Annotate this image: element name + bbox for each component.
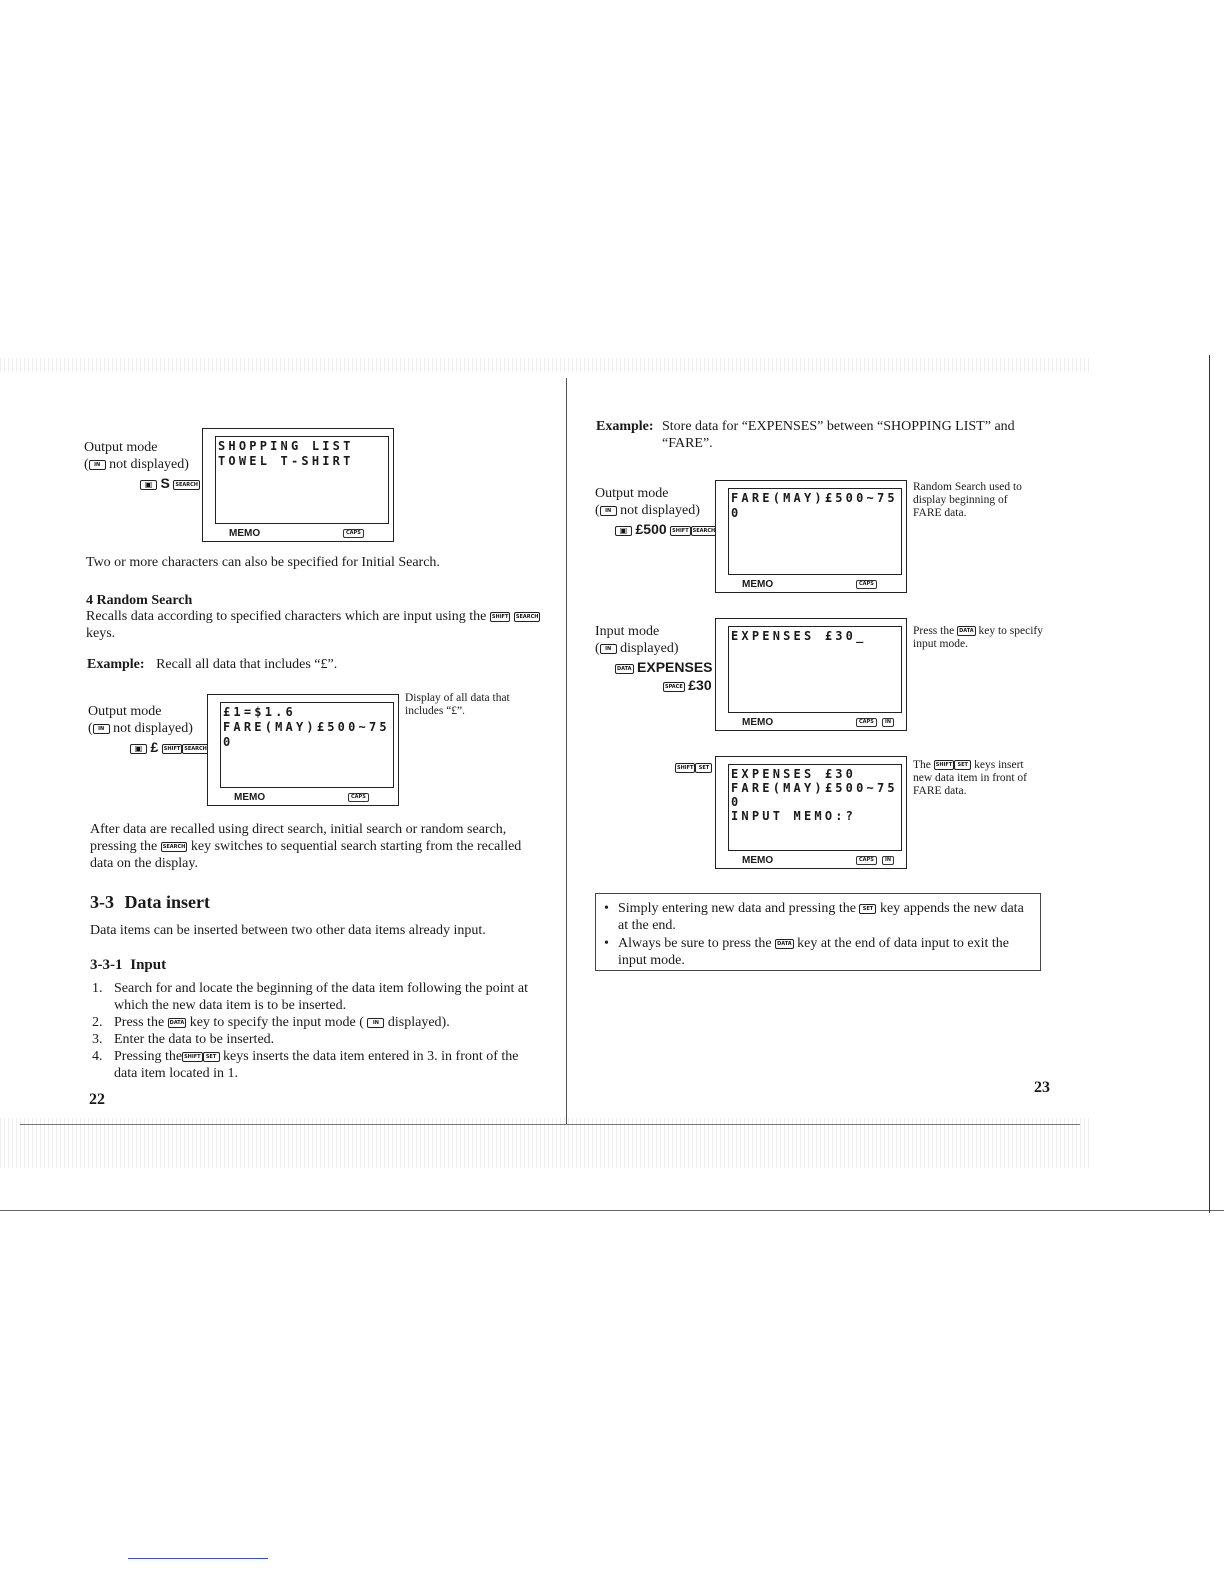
search-key-icon: SEARCH [692,527,716,534]
shift-key-icon: SHIFT [163,745,181,752]
page-bottom-rule [20,1124,1080,1125]
ex1-key-sequence [140,475,200,493]
in-key-icon: IN [367,1018,384,1028]
step3-caption: The SHIFT SET keys insert new data item in front of FARE data. [913,759,1028,797]
set-key-icon: SET [695,763,712,773]
step2-caption: Press the DATA key to specify input mode. [913,625,1044,650]
in-key-icon: IN [89,460,106,470]
steps-list [92,980,542,1082]
camera-key-icon: ▣ [140,480,157,490]
data-key-icon: DATA [169,1019,185,1026]
initial-search-note: Two or more characters can also be specified for Initial Search. [86,555,440,570]
step1-key-sequence [615,521,717,539]
section-intro: Data items can be inserted between two other data items already input. [90,923,486,938]
step1-mode-label [595,485,717,539]
step2-lcd [715,618,907,731]
step2-in-note: ( IN displayed) [595,641,679,656]
step2-lcd-line: EXPENSES £30_ [731,629,867,643]
list-item: 4. Pressing the SHIFT SET keys inserts the data item entered in 3. in front of the data item located in 1. [92,1049,519,1081]
search-key-icon: SEARCH [184,745,207,752]
step1-lcd-line: FARE(MAY)£500~75 [731,491,898,505]
random-search-example [87,656,337,673]
example-label: Example: [87,657,145,672]
search-key-icon: SEARCH [162,843,186,850]
caps-indicator: CAPS [348,793,369,802]
caps-indicator: CAPS [856,856,877,865]
ex2-caption: Display of all data that includes “£”. [405,692,510,717]
shift-key-icon: SHIFT [184,1053,201,1060]
step3-lcd [715,756,907,869]
data-key-icon: DATA [959,628,974,635]
ex1-mode: Output mode [84,440,158,455]
step1-lcd [715,480,907,593]
ex1-in-note: ( IN not displayed) [84,457,189,472]
left-page-number: 22 [89,1091,105,1108]
after-recall-text: After data are recalled using direct search, initial search or random search, pressing the SEARCH key switches to sequential search starting from the recalled data on the display. [90,822,522,871]
ex1-lcd [202,428,394,542]
step1-caption: Random Search used to display beginning of FARE data. [913,481,1022,519]
ex1-lcd-line: SHOPPING LIST [218,439,354,453]
right-example [596,418,1048,452]
scan-noise-bottom [0,1118,1090,1168]
caps-indicator: CAPS [856,580,877,589]
ex2-lcd-line: FARE(MAY)£500~75 [223,720,390,734]
ex1-lcd-line: TOWEL T-SHIRT [218,454,354,468]
step3-lcd-line: FARE(MAY)£500~75 [731,781,898,795]
in-key-icon: IN [600,506,617,516]
ex2-mode-label [88,703,209,757]
step2-lcd-screen [728,626,902,713]
example-text: Store data for “EXPENSES” between “SHOPPING LIST” and “FARE”. [662,419,1015,451]
ex2-lcd-screen [220,702,394,788]
step3-lcd-line: 0 [731,795,742,809]
step3-lcd-line: INPUT MEMO:? [731,809,857,823]
in-key-icon: IN [93,724,110,734]
step1-lcd-line: 0 [731,506,742,520]
list-item: • Always be sure to press the DATA key at the end of data input to exit the input mode. [604,935,1032,969]
random-search-heading: 4 Random Search [86,593,193,608]
step2-mode: Input mode [595,624,660,639]
camera-key-icon: ▣ [615,526,632,536]
ex2-lcd-memo: MEMO [234,792,266,803]
step3-lcd-memo: MEMO [742,855,774,866]
shift-key-icon: SHIFT [677,765,694,772]
ex2-key-sequence [130,739,209,757]
step2-key-value: £30 [688,677,712,693]
subsection-heading: 3-3-1 Input [90,957,167,973]
step1-lcd-screen [728,488,902,575]
ex2-in-note: ( IN not displayed) [88,721,193,736]
in-indicator: IN [882,856,894,865]
caps-indicator: CAPS [856,718,877,727]
shift-key-icon: SHIFT [672,527,689,534]
step2-key-sequence-1 [615,659,713,677]
camera-key-icon: ▣ [130,744,147,754]
ex2-lcd-line: £1=$1.6 [223,705,296,719]
step3-key-sequence [675,759,712,777]
bottom-edge-line [0,1210,1224,1211]
in-key-icon: IN [600,644,617,654]
scan-noise-top [0,358,1090,372]
list-item: 3. Enter the data to be inserted. [92,1032,275,1047]
step2-lcd-memo: MEMO [742,717,774,728]
right-page-number: 23 [1034,1079,1050,1096]
step2-key-sequence-2 [663,677,713,695]
ex2-key-char: £ [150,739,159,755]
step2-mode-label [595,623,713,695]
data-key-icon: DATA [777,940,792,947]
ex1-mode-label [84,439,200,493]
step1-in-note: ( IN not displayed) [595,503,700,518]
search-key-icon: SEARCH [515,613,539,620]
step3-lcd-line: EXPENSES £30 [731,767,857,781]
shift-key-icon: SHIFT [935,762,953,769]
section-heading: 3-3 Data insert [90,892,210,912]
search-key-icon: SEARCH [175,481,198,488]
ex2-lcd-line: 0 [223,735,234,749]
random-search-text: Recalls data according to specified characters which are input using the SHIFT SEARCH keys. [86,609,539,641]
ex1-key-char: S [160,475,170,491]
space-key-icon: SPACE [665,683,683,690]
in-indicator: IN [882,718,894,727]
set-key-icon: SET [954,760,971,770]
list-item: • Simply entering new data and pressing the SET key appends the new data at the end. [604,900,1032,934]
data-key-icon: DATA [617,665,632,672]
list-item: 1. Search for and locate the beginning of the data item following the point at which the new data item is to be inserted. [92,981,529,1013]
ex2-lcd [207,694,399,806]
set-key-icon: SET [203,1052,220,1062]
ex1-lcd-memo: MEMO [229,528,261,539]
bottom-link-line [128,1558,268,1559]
caps-indicator: CAPS [343,529,364,538]
step1-mode: Output mode [595,486,669,501]
step1-key-value: £500 [635,521,667,537]
page-divider [566,378,567,1124]
notes-box [595,893,1041,971]
step1-lcd-memo: MEMO [742,579,774,590]
right-edge-line [1209,355,1210,1213]
step3-lcd-screen [728,764,902,851]
ex2-mode: Output mode [88,704,162,719]
step2-key-value: EXPENSES [637,659,713,675]
set-key-icon: SET [859,904,876,914]
list-item: 2. Press the DATA key to specify the input mode ( IN displayed). [92,1015,450,1030]
shift-key-icon: SHIFT [491,613,509,620]
example-text: Recall all data that includes “£”. [156,657,338,672]
example-label: Example: [596,419,654,434]
ex1-lcd-screen [215,436,389,524]
